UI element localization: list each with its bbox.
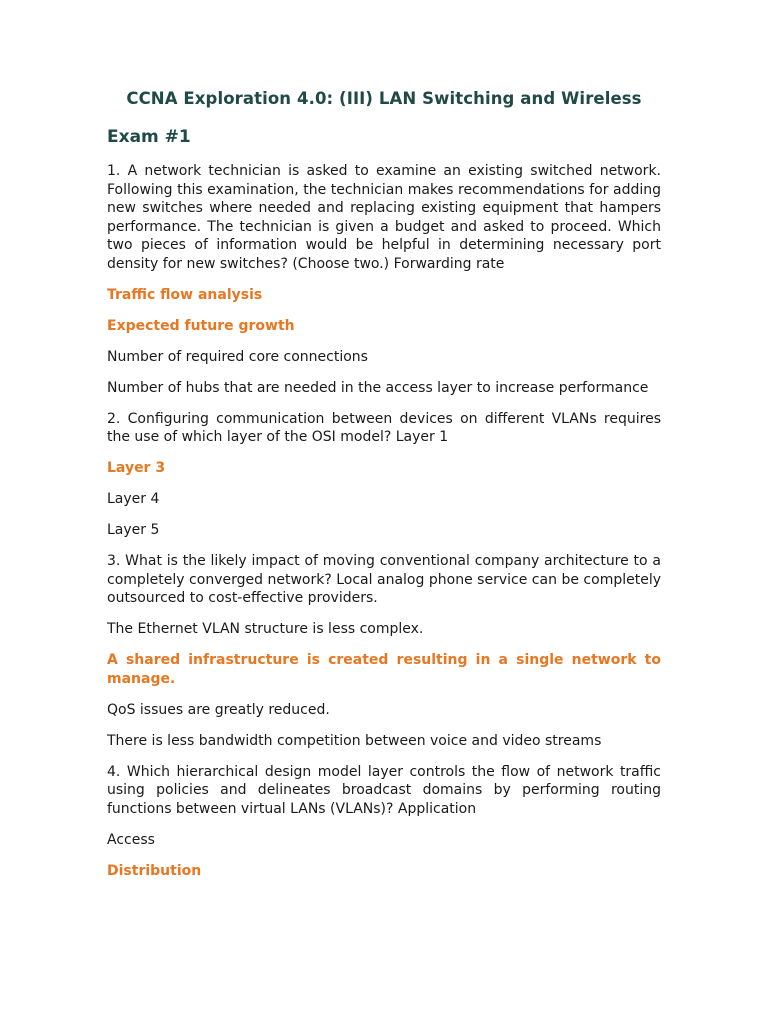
answer-option: The Ethernet VLAN structure is less complex. <box>107 621 424 637</box>
question-3: 3. What is the likely impact of moving conventional company architecture to a completely converged network? Local analog phone service can be completely outsourced to cost-effective providers. <box>107 553 661 606</box>
answer-option: Number of required core connections <box>107 348 368 365</box>
answer-option-correct: A shared infrastructure is created resulting in a single network to manage. <box>107 652 661 687</box>
answer-option: Layer 5 <box>107 522 160 538</box>
answer-option-correct: Layer 3 <box>107 460 166 476</box>
answer-option-correct: Traffic flow analysis <box>107 286 263 303</box>
answer-option: Layer 4 <box>107 491 160 507</box>
answer-option: There is less bandwidth competition between voice and video streams <box>107 732 602 749</box>
document-page <box>107 88 661 893</box>
question-1: 1. A network technician is asked to examine an existing switched network. Following this examination, the technician makes recommendations for adding new switches where needed and replacing existing equipment that hampers performance. The technician is given a budget and asked to proceed. Which two pieces of information would be helpful in determining necessary port density for new switches? (Choose two.) Forwarding rate <box>107 163 661 272</box>
question-2: 2. Configuring communication between devices on different VLANs requires the use of which layer of the OSI model? Layer 1 <box>107 410 661 445</box>
question-4: 4. Which hierarchical design model layer controls the flow of network traffic using policies and delineates broadcast domains by performing routing functions between virtual LANs (VLANs)? Application <box>107 763 661 817</box>
exam-heading: Exam #1 <box>107 127 191 147</box>
answer-option-correct: Distribution <box>107 862 202 879</box>
document-title: CCNA Exploration 4.0: (III) LAN Switching and Wireless <box>126 89 642 108</box>
answer-option: QoS issues are greatly reduced. <box>107 701 330 718</box>
answer-option-correct: Expected future growth <box>107 317 295 334</box>
answer-option: Access <box>107 831 155 848</box>
answer-option: Number of hubs that are needed in the access layer to increase performance <box>107 379 649 396</box>
